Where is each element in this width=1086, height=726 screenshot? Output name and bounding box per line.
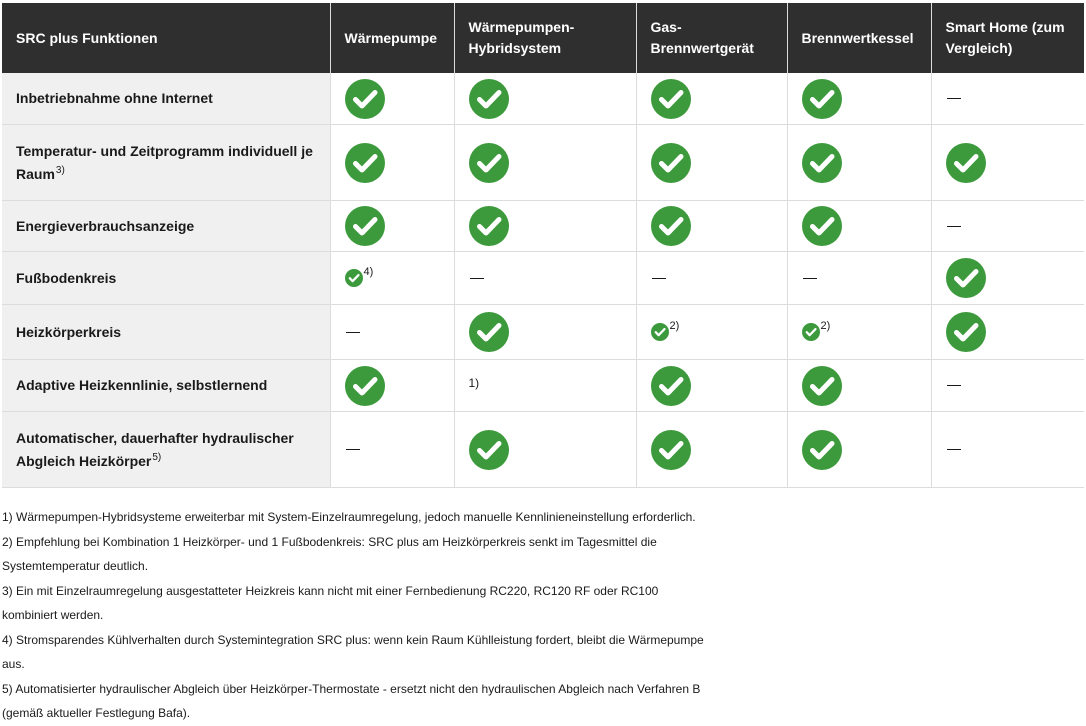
table-row [2, 125, 1084, 201]
value-cell [330, 125, 454, 201]
cell-content [469, 374, 622, 397]
cell-content [345, 267, 440, 290]
check-circle-icon [946, 143, 986, 183]
value-cell [787, 412, 931, 488]
footnote-ref: 4) [363, 265, 374, 278]
feature-label: Inbetriebnahme ohne Internet [16, 90, 213, 106]
cell-content [651, 143, 773, 183]
feature-cell [2, 252, 330, 305]
cell-content [802, 206, 917, 246]
cell-content [802, 143, 917, 183]
cell-content [946, 98, 1071, 99]
feature-label: Energieverbrauchsanzeige [16, 217, 195, 234]
value-cell [636, 252, 787, 305]
value-cell [931, 125, 1084, 201]
check-circle-icon [651, 143, 691, 183]
check-circle-icon [651, 323, 669, 341]
feature-label: Fußbodenkreis [16, 269, 117, 286]
footnote-ref: 2) [669, 319, 680, 332]
check-circle-icon [802, 430, 842, 470]
footnote-ref: 5) [152, 451, 162, 463]
cell-content [345, 449, 440, 450]
value-cell [931, 412, 1084, 488]
cell-content [345, 366, 440, 406]
value-cell [454, 305, 636, 360]
value-cell [636, 125, 787, 201]
footnote: 5) Automatisierter hydraulischer Abgleich über Heizkörper-Thermostate - ersetzt nicht den hydraulischen Abgleich nach Verfahren B (gemäß aktueller Festlegung Bafa). [2, 681, 701, 720]
dash-icon [947, 449, 961, 450]
check-circle-icon [802, 206, 842, 246]
value-cell [787, 252, 931, 305]
cell-content [469, 430, 622, 470]
check-circle-icon [469, 206, 509, 246]
check-circle-icon [946, 258, 986, 298]
value-cell [787, 201, 931, 252]
check-circle-icon [345, 269, 363, 287]
value-cell [454, 201, 636, 252]
value-cell [931, 305, 1084, 360]
cell-content [651, 366, 773, 406]
value-cell [330, 412, 454, 488]
feature-label: Temperatur- und Zeitprogramm individuell je Raum [16, 142, 313, 182]
cell-content [469, 143, 622, 183]
cell-content [469, 79, 622, 119]
cell-content [345, 143, 440, 183]
cell-content [802, 278, 917, 279]
cell-content [651, 79, 773, 119]
cell-content [651, 278, 773, 279]
check-circle-icon [345, 206, 385, 246]
cell-content [946, 312, 1071, 352]
footnote: 4) Stromsparendes Kühlverhalten durch Systemintegration SRC plus: wenn kein Raum Kühlleistung fordert, bleibt die Wärmepumpe aus. [2, 632, 704, 671]
cell-content [946, 143, 1071, 183]
value-cell [454, 360, 636, 412]
check-circle-icon [469, 79, 509, 119]
cell-content [651, 430, 773, 470]
value-cell [787, 305, 931, 360]
value-cell [931, 360, 1084, 412]
footnote-ref: 2) [820, 319, 831, 332]
cell-content [946, 385, 1071, 386]
cell-content [802, 366, 917, 406]
header-feature: SRC plus Funktionen [2, 3, 330, 73]
dash-icon [947, 385, 961, 386]
dash-icon [346, 449, 360, 450]
cell-content [651, 206, 773, 246]
cell-content [469, 278, 622, 279]
footnote: 2) Empfehlung bei Kombination 1 Heizkörper- und 1 Fußbodenkreis: SRC plus am Heizkörperkreis senkt im Tagesmittel die Systemtemperatur deutlich. [2, 534, 657, 573]
check-circle-icon [469, 143, 509, 183]
footnote-ref: 1) [468, 376, 480, 390]
feature-cell [2, 412, 330, 488]
dash-icon [947, 226, 961, 227]
cell-content [946, 258, 1071, 298]
cell-content [651, 321, 773, 344]
feature-cell [2, 73, 330, 125]
value-cell [787, 360, 931, 412]
value-cell [636, 201, 787, 252]
dash-icon [803, 278, 817, 279]
dash-icon [470, 278, 484, 279]
cell-content [345, 206, 440, 246]
dash-icon [346, 332, 360, 333]
value-cell [330, 73, 454, 125]
check-circle-icon [802, 143, 842, 183]
value-cell [636, 360, 787, 412]
value-cell [636, 73, 787, 125]
footnote: 3) Ein mit Einzelraumregelung ausgestatteter Heizkreis kann nicht mit einer Fernbedienung RC220, RC120 RF oder RC100 kombiniert werden. [2, 583, 659, 622]
check-circle-icon [651, 430, 691, 470]
check-circle-icon [345, 79, 385, 119]
header-gas-brennwertgeraet: Gas- Brennwertgerät [636, 3, 787, 73]
dash-icon [652, 278, 666, 279]
header-smart-home: Smart Home (zum Vergleich) [931, 3, 1084, 73]
table-row [2, 305, 1084, 360]
feature-cell [2, 201, 330, 252]
value-cell [330, 305, 454, 360]
table-row [2, 201, 1084, 252]
value-cell [330, 252, 454, 305]
feature-cell [2, 360, 330, 412]
cell-content [345, 332, 440, 333]
value-cell [787, 73, 931, 125]
value-cell [931, 73, 1084, 125]
check-circle-icon [469, 312, 509, 352]
header-waermepumpe: Wärmepumpe [330, 3, 454, 73]
feature-label: Adaptive Heizkennlinie, selbstlernend [16, 377, 268, 393]
cell-content [946, 449, 1071, 450]
cell-content [345, 79, 440, 119]
check-circle-icon [469, 430, 509, 470]
cell-content [469, 312, 622, 352]
value-cell [330, 201, 454, 252]
value-cell [454, 73, 636, 125]
table-row [2, 412, 1084, 488]
value-cell [931, 201, 1084, 252]
comparison-table [2, 3, 1084, 488]
value-cell [636, 412, 787, 488]
footnotes [2, 505, 722, 726]
feature-label: Heizkörperkreis [16, 323, 122, 340]
check-circle-icon [802, 323, 820, 341]
check-circle-icon [651, 79, 691, 119]
check-circle-icon [802, 79, 842, 119]
check-circle-icon [345, 143, 385, 183]
cell-content [802, 430, 917, 470]
check-circle-icon [946, 312, 986, 352]
footnote-ref: 3) [55, 164, 65, 176]
check-circle-icon [651, 366, 691, 406]
dash-icon [947, 98, 961, 99]
value-cell [454, 125, 636, 201]
header-brennwertkessel: Brennwertkessel [787, 3, 931, 73]
value-cell [454, 412, 636, 488]
check-circle-icon [345, 366, 385, 406]
value-cell [931, 252, 1084, 305]
cell-content [469, 206, 622, 246]
cell-content [802, 321, 917, 344]
value-cell [330, 360, 454, 412]
footnote: 1) Wärmepumpen-Hybridsysteme erweiterbar mit System-Einzelraumregelung, jedoch manuelle Kennlinieneinstellung erforderlich. [2, 510, 696, 524]
table-row [2, 360, 1084, 412]
feature-cell [2, 305, 330, 360]
feature-cell [2, 125, 330, 201]
value-cell [787, 125, 931, 201]
table-row [2, 73, 1084, 125]
cell-content [946, 226, 1071, 227]
header-hybridsystem: Wärmepumpen- Hybridsystem [454, 3, 636, 73]
cell-content [802, 79, 917, 119]
value-cell [636, 305, 787, 360]
feature-label: Automatischer, dauerhafter hydraulischer Abgleich Heizkörper [16, 429, 294, 469]
check-circle-icon [651, 206, 691, 246]
check-circle-icon [802, 366, 842, 406]
table-header-row [2, 3, 1084, 73]
value-cell [454, 252, 636, 305]
table-row [2, 252, 1084, 305]
